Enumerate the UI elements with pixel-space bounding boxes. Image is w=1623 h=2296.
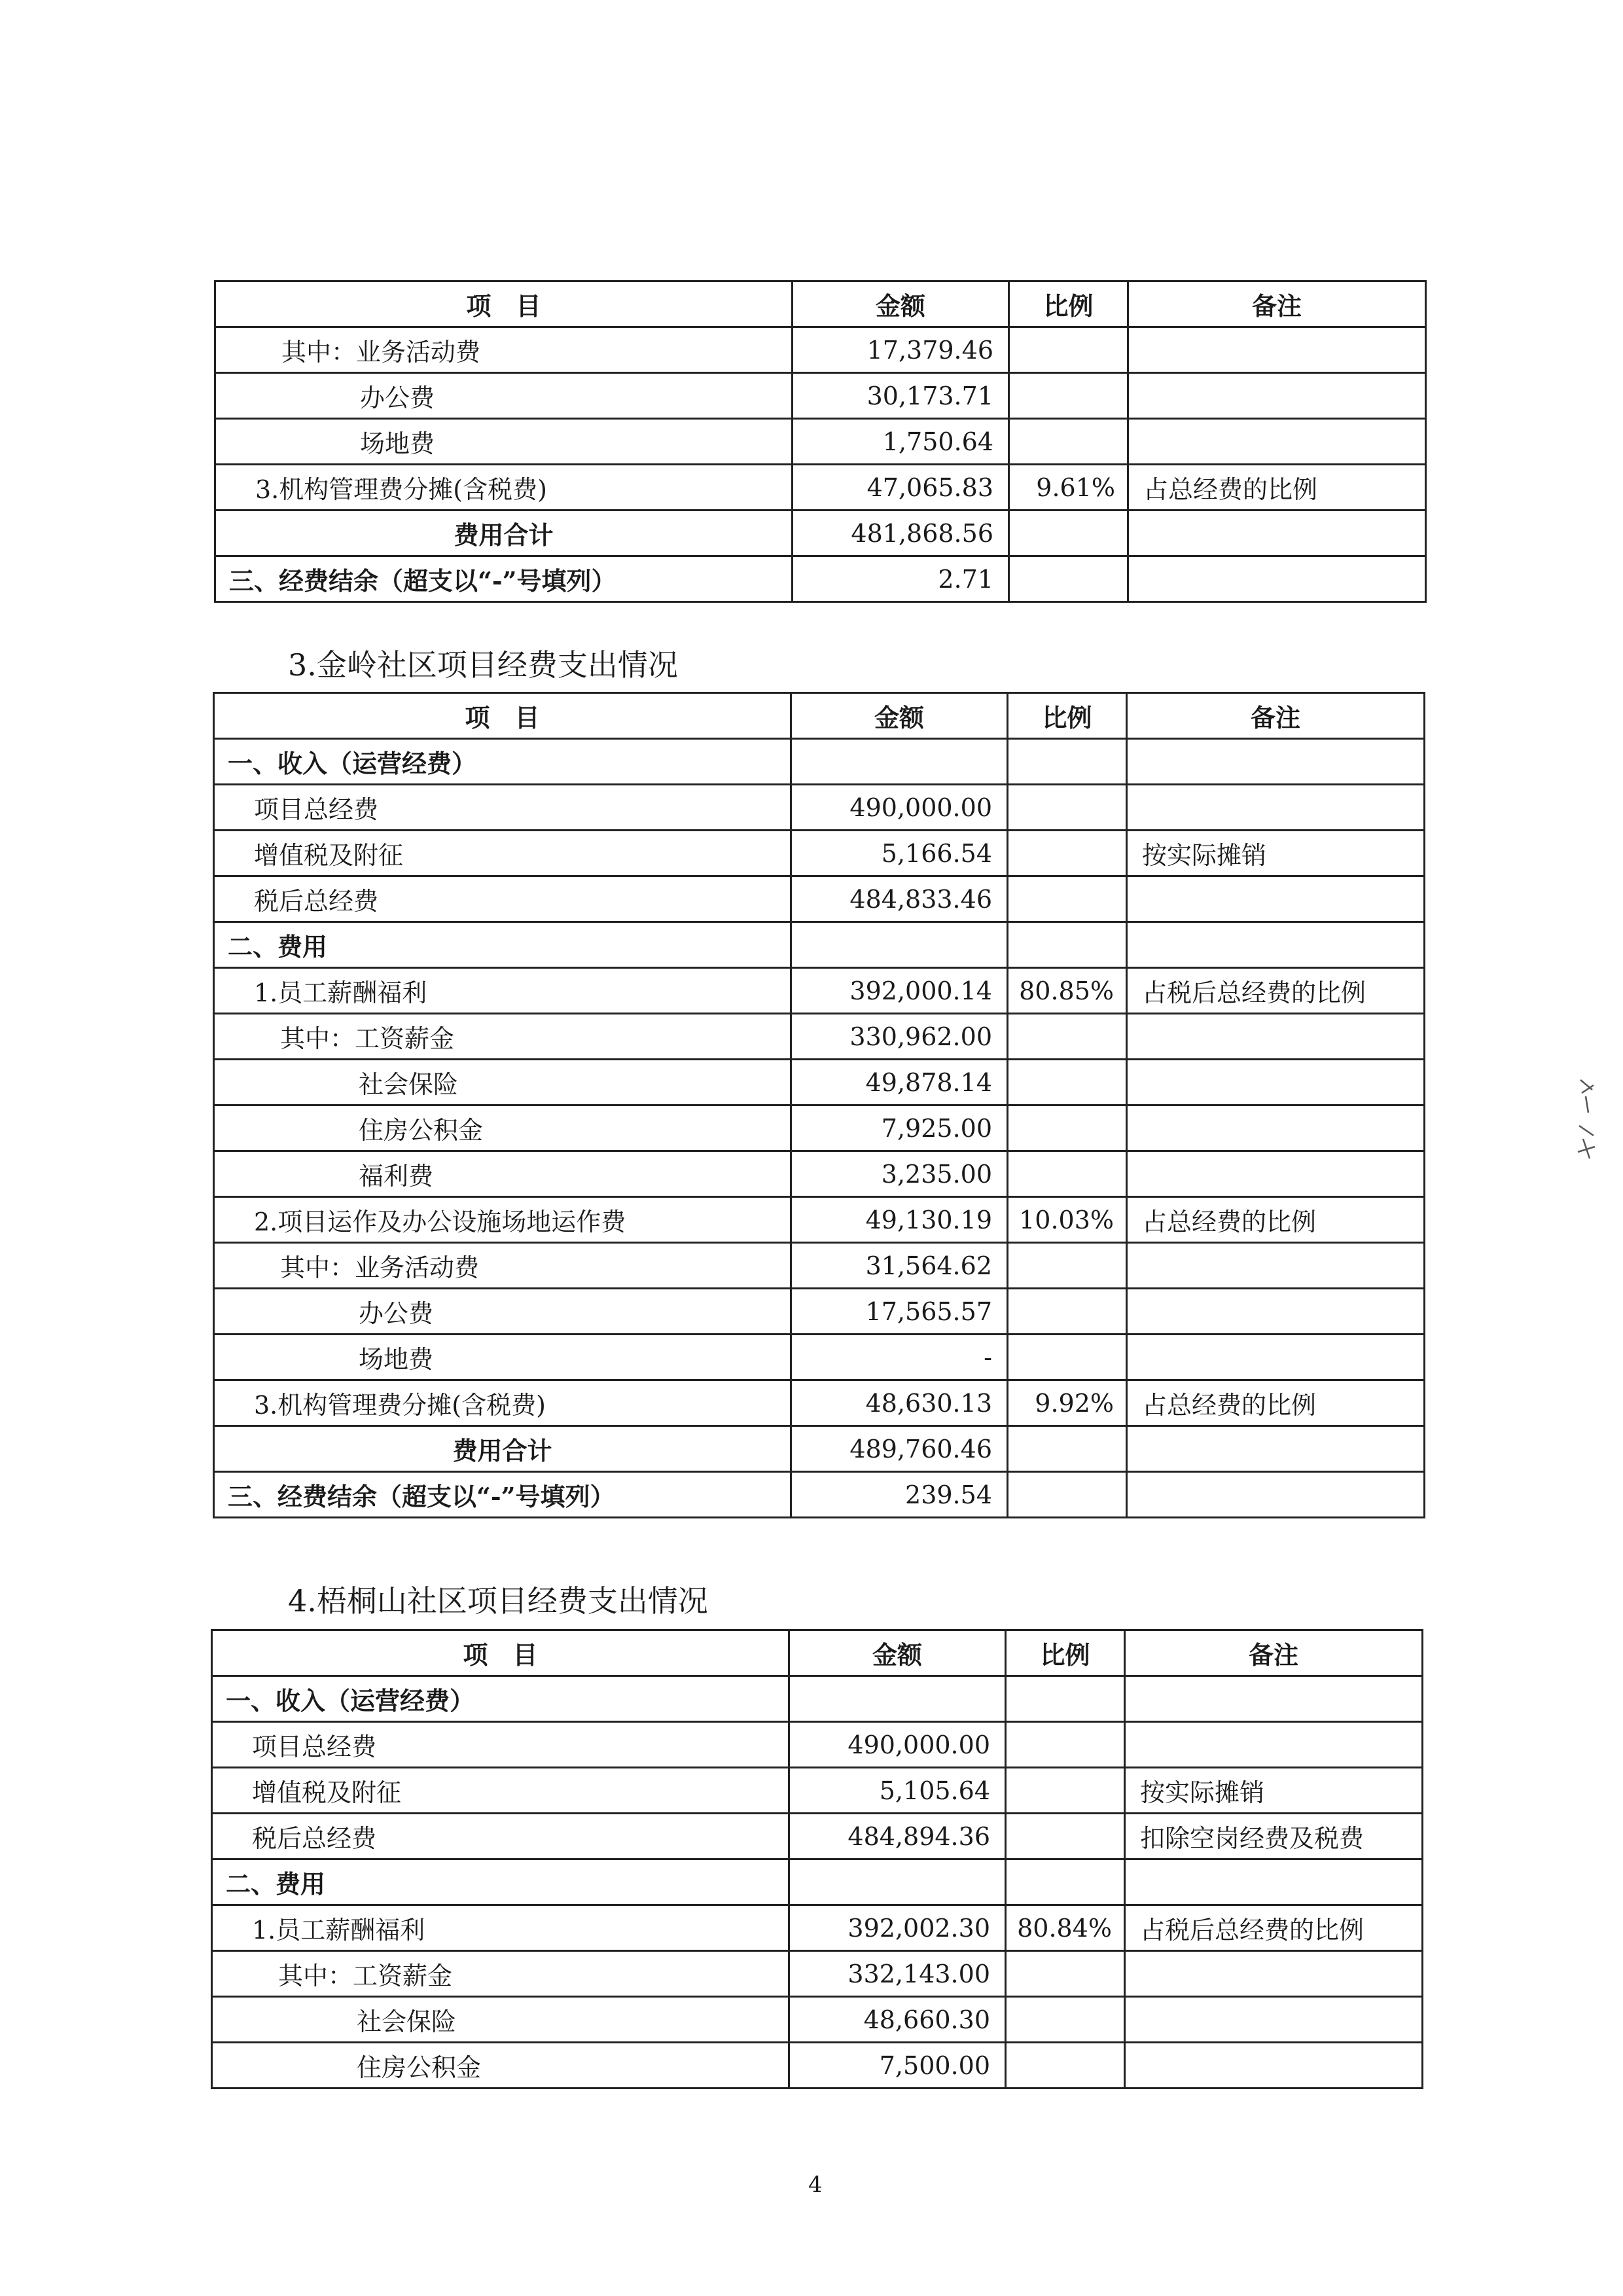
table-row	[215, 419, 1426, 465]
row-ratio	[1006, 1722, 1125, 1768]
table-row	[212, 1814, 1423, 1859]
row-ratio	[1006, 1768, 1125, 1814]
row-note	[1127, 785, 1425, 831]
header-ratio: 比例	[1008, 693, 1127, 739]
row-amount: 489,760.46	[791, 1426, 1008, 1472]
row-ratio	[1008, 785, 1127, 831]
table-row-balance	[215, 556, 1426, 602]
row-item: 其中：业务活动费	[214, 1243, 791, 1289]
row-ratio: 9.61%	[1009, 465, 1128, 511]
row-item: 办公费	[214, 1289, 791, 1335]
row-amount: 5,105.64	[789, 1768, 1006, 1814]
row-amount: 1,750.64	[793, 419, 1009, 465]
row-note	[1125, 1951, 1423, 1997]
row-note: 按实际摊销	[1125, 1768, 1423, 1814]
page-number: 4	[808, 2172, 823, 2198]
table-row	[214, 1289, 1425, 1335]
row-ratio	[1006, 1951, 1125, 1997]
row-amount: -	[791, 1335, 1008, 1380]
expense-table-wutongshan	[211, 1629, 1423, 2089]
row-ratio: 80.84%	[1006, 1905, 1125, 1951]
row-ratio	[1008, 739, 1127, 785]
row-amount: 5,166.54	[791, 831, 1008, 876]
row-amount: 330,962.00	[791, 1014, 1008, 1060]
row-amount: 30,173.71	[793, 373, 1009, 419]
row-ratio	[1008, 1060, 1127, 1105]
row-item: 3.机构管理费分摊(含税费)	[214, 1380, 791, 1426]
expense-table-continued	[214, 280, 1427, 603]
row-item: 一、收入（运营经费）	[212, 1676, 789, 1722]
row-note	[1127, 1105, 1425, 1151]
row-amount: 48,630.13	[791, 1380, 1008, 1426]
table-row	[215, 465, 1426, 511]
table-header-row	[215, 281, 1426, 327]
table-row	[212, 1768, 1423, 1814]
row-ratio	[1009, 373, 1128, 419]
row-item: 福利费	[214, 1151, 791, 1197]
table-row-total	[214, 1426, 1425, 1472]
table-row	[212, 1676, 1423, 1722]
row-item: 其中：工资薪金	[212, 1951, 789, 1997]
row-item: 税后总经费	[212, 1814, 789, 1859]
row-ratio	[1009, 511, 1128, 556]
row-ratio	[1008, 1243, 1127, 1289]
row-amount: 31,564.62	[791, 1243, 1008, 1289]
row-item: 费用合计	[215, 511, 793, 556]
row-note	[1127, 1014, 1425, 1060]
table-row	[214, 1335, 1425, 1380]
row-amount: 48,660.30	[789, 1997, 1006, 2043]
row-note	[1127, 1289, 1425, 1335]
row-item: 一、收入（运营经费）	[214, 739, 791, 785]
row-item: 项目总经费	[212, 1722, 789, 1768]
row-note	[1127, 739, 1425, 785]
table-row-total	[215, 511, 1426, 556]
row-note: 占总经费的比例	[1127, 1197, 1425, 1243]
table-row-balance	[214, 1472, 1425, 1518]
row-note	[1128, 419, 1426, 465]
row-item: 费用合计	[214, 1426, 791, 1472]
row-ratio: 80.85%	[1008, 968, 1127, 1014]
row-item: 项目总经费	[214, 785, 791, 831]
row-item: 三、经费结余（超支以“-”号填列）	[214, 1472, 791, 1518]
table-row	[214, 1151, 1425, 1197]
row-amount: 17,565.57	[791, 1289, 1008, 1335]
table-row	[212, 1722, 1423, 1768]
row-ratio	[1008, 1472, 1127, 1518]
row-item: 住房公积金	[214, 1105, 791, 1151]
table-row	[212, 1859, 1423, 1905]
row-note	[1127, 1151, 1425, 1197]
table-row	[214, 922, 1425, 968]
row-note	[1127, 1335, 1425, 1380]
header-amount: 金额	[791, 693, 1008, 739]
table-row	[214, 1105, 1425, 1151]
row-amount: 392,002.30	[789, 1905, 1006, 1951]
row-ratio	[1006, 1997, 1125, 2043]
row-note	[1127, 876, 1425, 922]
header-item: 项 目	[215, 281, 793, 327]
table-row	[214, 1197, 1425, 1243]
row-ratio	[1008, 1014, 1127, 1060]
row-amount	[789, 1859, 1006, 1905]
row-item: 增值税及附征	[214, 831, 791, 876]
row-note	[1125, 1676, 1423, 1722]
row-note	[1128, 556, 1426, 602]
table-row	[214, 831, 1425, 876]
row-note: 占总经费的比例	[1128, 465, 1426, 511]
table-row	[214, 1243, 1425, 1289]
row-ratio	[1008, 1426, 1127, 1472]
row-amount: 7,500.00	[789, 2043, 1006, 2089]
row-item: 社会保险	[212, 1997, 789, 2043]
row-item: 其中：业务活动费	[215, 327, 793, 373]
row-item: 其中：工资薪金	[214, 1014, 791, 1060]
row-ratio	[1008, 876, 1127, 922]
row-amount: 47,065.83	[793, 465, 1009, 511]
table-row	[215, 327, 1426, 373]
header-note: 备注	[1125, 1630, 1423, 1676]
row-note	[1127, 1426, 1425, 1472]
row-item: 2.项目运作及办公设施场地运作费	[214, 1197, 791, 1243]
row-item: 住房公积金	[212, 2043, 789, 2089]
row-note: 占总经费的比例	[1127, 1380, 1425, 1426]
row-item: 场地费	[214, 1335, 791, 1380]
row-amount	[791, 922, 1008, 968]
row-ratio	[1006, 2043, 1125, 2089]
row-amount: 490,000.00	[789, 1722, 1006, 1768]
header-item: 项 目	[214, 693, 791, 739]
table-row	[214, 968, 1425, 1014]
table-header-row	[212, 1630, 1423, 1676]
row-ratio	[1009, 556, 1128, 602]
row-item: 3.机构管理费分摊(含税费)	[215, 465, 793, 511]
table-row	[212, 1905, 1423, 1951]
table-row	[214, 1060, 1425, 1105]
handwritten-margin-mark	[1574, 1073, 1600, 1172]
expense-table-jinling	[213, 692, 1425, 1518]
row-note	[1125, 1997, 1423, 2043]
row-item: 办公费	[215, 373, 793, 419]
table-row	[214, 876, 1425, 922]
header-ratio: 比例	[1009, 281, 1128, 327]
row-note	[1125, 1722, 1423, 1768]
row-amount: 3,235.00	[791, 1151, 1008, 1197]
row-note: 按实际摊销	[1127, 831, 1425, 876]
row-item: 税后总经费	[214, 876, 791, 922]
table-row	[214, 785, 1425, 831]
row-item: 二、费用	[214, 922, 791, 968]
row-item: 二、费用	[212, 1859, 789, 1905]
section-title-jinling: 3.金岭社区项目经费支出情况	[288, 647, 678, 683]
row-ratio	[1008, 1105, 1127, 1151]
row-ratio: 9.92%	[1008, 1380, 1127, 1426]
row-item: 增值税及附征	[212, 1768, 789, 1814]
row-note: 扣除空岗经费及税费	[1125, 1814, 1423, 1859]
row-ratio	[1009, 419, 1128, 465]
row-amount: 484,833.46	[791, 876, 1008, 922]
row-amount	[789, 1676, 1006, 1722]
row-ratio: 10.03%	[1008, 1197, 1127, 1243]
table-row	[214, 739, 1425, 785]
row-ratio	[1008, 831, 1127, 876]
row-ratio	[1009, 327, 1128, 373]
table-row	[214, 1014, 1425, 1060]
row-amount: 484,894.36	[789, 1814, 1006, 1859]
row-amount	[791, 739, 1008, 785]
table-row	[212, 1951, 1423, 1997]
row-amount: 49,130.19	[791, 1197, 1008, 1243]
row-ratio	[1008, 1151, 1127, 1197]
section-title-wutongshan: 4.梧桐山社区项目经费支出情况	[288, 1583, 708, 1619]
row-note	[1127, 1472, 1425, 1518]
row-amount: 239.54	[791, 1472, 1008, 1518]
table-header-row	[214, 693, 1425, 739]
row-ratio	[1008, 922, 1127, 968]
row-note: 占税后总经费的比例	[1127, 968, 1425, 1014]
table-row	[212, 1997, 1423, 2043]
header-amount: 金额	[793, 281, 1009, 327]
header-amount: 金额	[789, 1630, 1006, 1676]
row-ratio	[1008, 1335, 1127, 1380]
row-note: 占税后总经费的比例	[1125, 1905, 1423, 1951]
row-amount: 2.71	[793, 556, 1009, 602]
header-item: 项 目	[212, 1630, 789, 1676]
row-note	[1128, 327, 1426, 373]
row-amount: 7,925.00	[791, 1105, 1008, 1151]
row-note	[1127, 1243, 1425, 1289]
table-row	[214, 1380, 1425, 1426]
row-item: 三、经费结余（超支以“-”号填列）	[215, 556, 793, 602]
table-row	[212, 2043, 1423, 2089]
row-note	[1127, 1060, 1425, 1105]
header-note: 备注	[1127, 693, 1425, 739]
table-row	[215, 373, 1426, 419]
row-ratio	[1006, 1814, 1125, 1859]
row-amount: 392,000.14	[791, 968, 1008, 1014]
header-note: 备注	[1128, 281, 1426, 327]
row-ratio	[1008, 1289, 1127, 1335]
row-amount: 49,878.14	[791, 1060, 1008, 1105]
row-note	[1127, 922, 1425, 968]
row-amount: 332,143.00	[789, 1951, 1006, 1997]
row-note	[1125, 2043, 1423, 2089]
row-item: 1.员工薪酬福利	[212, 1905, 789, 1951]
row-note	[1125, 1859, 1423, 1905]
header-ratio: 比例	[1006, 1630, 1125, 1676]
row-item: 社会保险	[214, 1060, 791, 1105]
row-ratio	[1006, 1859, 1125, 1905]
row-ratio	[1006, 1676, 1125, 1722]
row-amount: 490,000.00	[791, 785, 1008, 831]
row-item: 1.员工薪酬福利	[214, 968, 791, 1014]
row-amount: 481,868.56	[793, 511, 1009, 556]
row-amount: 17,379.46	[793, 327, 1009, 373]
row-note	[1128, 511, 1426, 556]
row-item: 场地费	[215, 419, 793, 465]
row-note	[1128, 373, 1426, 419]
